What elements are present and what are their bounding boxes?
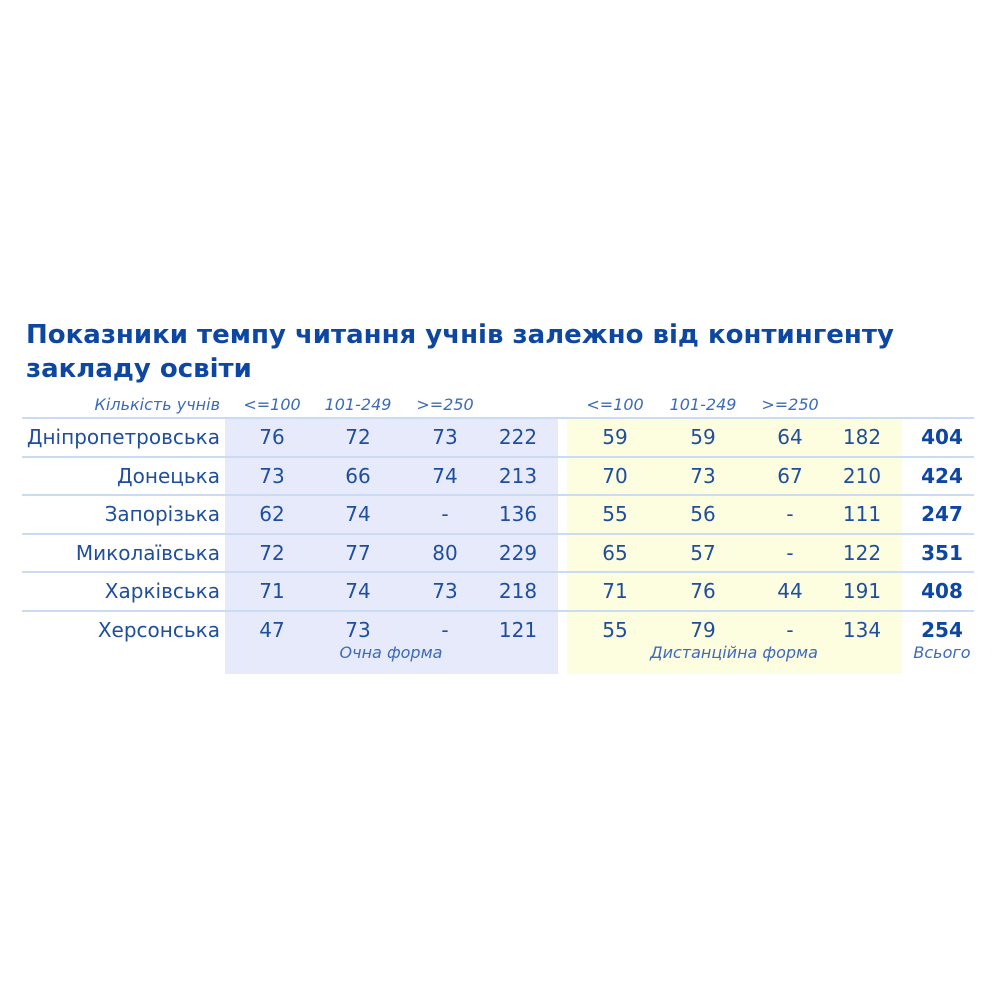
dist-cell: 111 (842, 502, 882, 526)
ochna-cell: 136 (498, 502, 538, 526)
group-label-ochna: Очна форма (339, 643, 443, 662)
dist-cell: 76 (690, 579, 716, 603)
ochna-cell: 77 (345, 540, 371, 565)
dist-cell: 56 (690, 502, 716, 526)
ochna-cell: 213 (498, 463, 538, 488)
dist-cell: 55 (602, 617, 628, 642)
ochna-cell: 73 (259, 463, 285, 488)
column-header: <=100 (243, 395, 301, 414)
dist-cell: - (786, 617, 794, 642)
total-cell: 351 (921, 540, 963, 565)
ochna-cell: 80 (432, 540, 458, 565)
table-row (0, 612, 1000, 650)
ochna-cell: - (441, 617, 449, 642)
dist-cell: 59 (690, 425, 716, 449)
ochna-cell: 229 (498, 540, 538, 565)
ochna-cell: 222 (498, 425, 538, 449)
ochna-cell: 72 (345, 425, 371, 449)
total-cell: 424 (921, 463, 963, 488)
dist-cell: 44 (777, 579, 803, 603)
dist-cell: 79 (690, 617, 716, 642)
chart-title: Показники темпу читання учнів залежно від контингенту закладу освіти (26, 320, 894, 384)
table-row (0, 496, 1000, 534)
dist-cell: 65 (602, 540, 628, 565)
ochna-cell: 121 (498, 617, 538, 642)
dist-cell: 210 (842, 463, 882, 488)
ochna-cell: 72 (259, 540, 285, 565)
region-name: Миколаївська (75, 540, 220, 565)
dist-cell: 64 (777, 425, 803, 449)
region-name: Донецька (117, 463, 220, 488)
dist-cell: 134 (842, 617, 882, 642)
column-header: <=100 (586, 395, 644, 414)
region-name: Дніпропетровська (26, 425, 220, 449)
dist-cell: - (786, 502, 794, 526)
region-name: Харківська (104, 579, 220, 603)
total-cell: 404 (921, 425, 963, 449)
ochna-cell: 74 (432, 463, 458, 488)
region-name: Херсонська (97, 617, 220, 642)
dist-cell: 55 (602, 502, 628, 526)
total-label: Всього (913, 643, 971, 662)
table-row (0, 573, 1000, 611)
ochna-cell: 71 (259, 579, 285, 603)
dist-cell: 191 (842, 579, 882, 603)
column-header: 101-249 (324, 395, 392, 414)
dist-cell: 70 (602, 463, 628, 488)
dist-cell: - (786, 540, 794, 565)
total-cell: 408 (921, 579, 963, 603)
ochna-cell: 47 (259, 617, 285, 642)
dist-cell: 57 (690, 540, 716, 565)
ochna-cell: 76 (259, 425, 285, 449)
column-header: 101-249 (669, 395, 737, 414)
ochna-cell: 218 (498, 579, 538, 603)
ochna-cell: 62 (259, 502, 285, 526)
ochna-cell: 74 (345, 502, 371, 526)
table-row (0, 535, 1000, 573)
column-header: >=250 (761, 395, 819, 414)
group-label-dist: Дистанційна форма (650, 643, 818, 662)
dist-cell: 182 (842, 425, 882, 449)
region-name: Запорізька (104, 502, 220, 526)
dist-cell: 73 (690, 463, 716, 488)
dist-cell: 71 (602, 579, 628, 603)
total-cell: 254 (921, 617, 963, 642)
ochna-cell: 74 (345, 579, 371, 603)
dist-cell: 122 (842, 540, 882, 565)
table-row (0, 458, 1000, 496)
ochna-cell: 73 (432, 425, 458, 449)
ochna-cell: 66 (345, 463, 371, 488)
ochna-cell: 73 (432, 579, 458, 603)
row-header-label: Кількість учнів (94, 395, 220, 414)
ochna-cell: - (441, 502, 449, 526)
dist-cell: 67 (777, 463, 803, 488)
table-row (0, 419, 1000, 457)
column-header: >=250 (416, 395, 474, 414)
total-cell: 247 (921, 502, 963, 526)
ochna-cell: 73 (345, 617, 371, 642)
dist-cell: 59 (602, 425, 628, 449)
